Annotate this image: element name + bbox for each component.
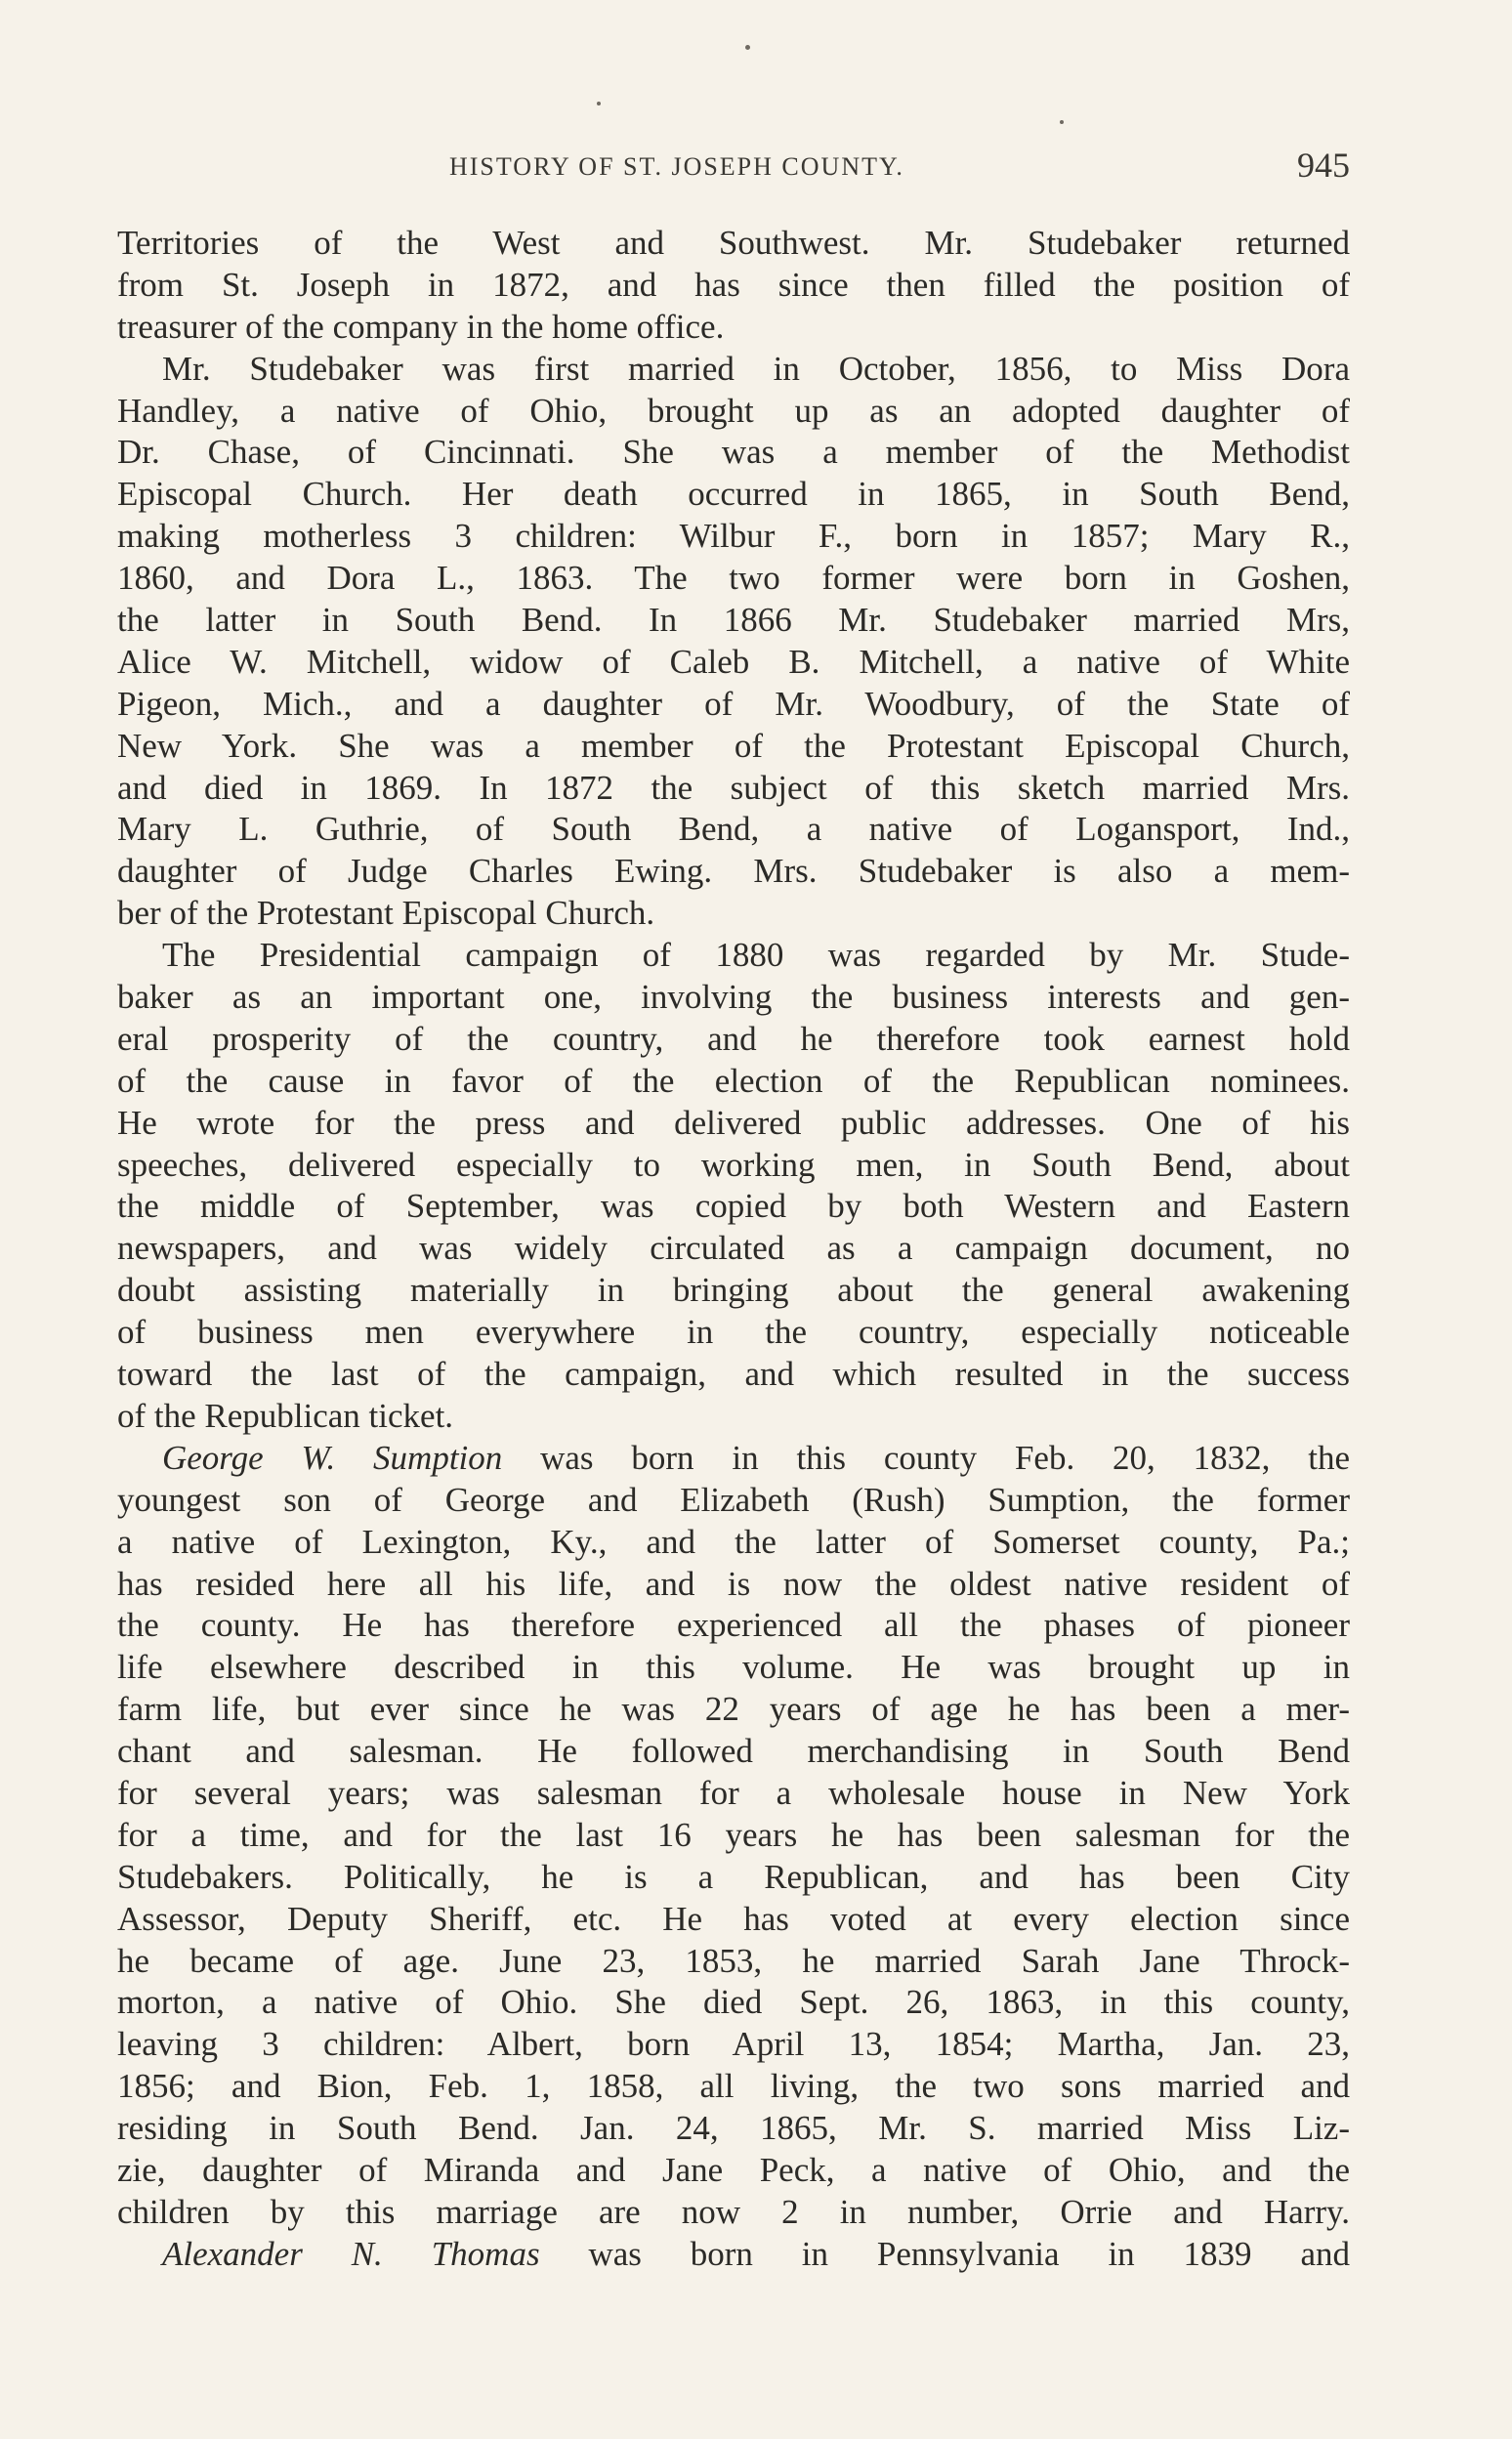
text-line: for a time, and for the last 16 years he has been salesman for the	[117, 1815, 1350, 1854]
text-line: eral prosperity of the country, and he therefore took earnest hold	[117, 1019, 1350, 1058]
text-line: children by this marriage are now 2 in number, Orrie and Harry.	[117, 2192, 1350, 2231]
text-line: treasurer of the company in the home office.	[117, 307, 725, 346]
text-line: Assessor, Deputy Sheriff, etc. He has voted at every election since	[117, 1899, 1350, 1938]
text-line: life elsewhere described in this volume. He was brought up in	[117, 1648, 1350, 1687]
text-line: youngest son of George and Elizabeth (Rush) Sumption, the former	[117, 1480, 1350, 1519]
text-line: morton, a native of Ohio. She died Sept. 26, 1863, in this county,	[117, 1983, 1350, 2022]
text-line: Alexander N. Thomas was born in Pennsylvania in 1839 and	[162, 2234, 1350, 2273]
text-line: of the Republican ticket.	[117, 1396, 454, 1435]
text-line: George W. Sumption was born in this county Feb. 20, 1832, the	[162, 1438, 1350, 1477]
ink-speck	[597, 102, 601, 105]
body-text	[117, 223, 1350, 2276]
text-line: of the cause in favor of the election of the Republican nominees.	[117, 1061, 1350, 1100]
text-line: doubt assisting materially in bringing about the general awakening	[117, 1271, 1350, 1310]
text-line: farm life, but ever since he was 22 years of age he has been a mer-	[117, 1690, 1350, 1729]
text-line: Mary L. Guthrie, of South Bend, a native of Logansport, Ind.,	[117, 810, 1350, 849]
text-line: has resided here all his life, and is now the oldest native resident of	[117, 1564, 1350, 1603]
text-line: Pigeon, Mich., and a daughter of Mr. Woodbury, of the State of	[117, 684, 1350, 723]
text-line: baker as an important one, involving the business interests and gen-	[117, 978, 1350, 1017]
running-title: HISTORY OF ST. JOSEPH COUNTY.	[449, 152, 904, 181]
text-line: making motherless 3 children: Wilbur F., born in 1857; Mary R.,	[117, 517, 1350, 556]
ink-speck	[1060, 120, 1064, 124]
subject-name: Alexander N. Thomas	[162, 2234, 540, 2273]
text-line: Alice W. Mitchell, widow of Caleb B. Mitchell, a native of White	[117, 642, 1350, 681]
text-line: ber of the Protestant Episcopal Church.	[117, 894, 655, 933]
text-line: The Presidential campaign of 1880 was regarded by Mr. Stude-	[162, 936, 1350, 975]
page-number: 945	[1297, 146, 1350, 185]
text-line: Mr. Studebaker was first married in October, 1856, to Miss Dora	[162, 349, 1350, 388]
text-line: Studebakers. Politically, he is a Republican, and has been City	[117, 1857, 1350, 1896]
page-header	[117, 145, 1350, 188]
text-line: newspapers, and was widely circulated as a campaign document, no	[117, 1229, 1350, 1268]
text-line: the latter in South Bend. In 1866 Mr. Studebaker married Mrs,	[117, 601, 1350, 640]
text-line: speeches, delivered especially to working men, in South Bend, about	[117, 1145, 1350, 1184]
text-line: Dr. Chase, of Cincinnati. She was a member of the Methodist	[117, 433, 1350, 472]
text-line: Territories of the West and Southwest. Mr. Studebaker returned	[117, 224, 1350, 262]
text-line: toward the last of the campaign, and which resulted in the success	[117, 1355, 1350, 1394]
text-line: he became of age. June 23, 1853, he married Sarah Jane Throck-	[117, 1941, 1350, 1980]
text-line: 1860, and Dora L., 1863. The two former were born in Goshen,	[117, 559, 1350, 598]
text-line: residing in South Bend. Jan. 24, 1865, Mr. S. married Miss Liz-	[117, 2109, 1350, 2148]
text-line: Episcopal Church. Her death occurred in 1865, in South Bend,	[117, 475, 1350, 514]
text-line: for several years; was salesman for a wholesale house in New York	[117, 1773, 1350, 1812]
text-line: of business men everywhere in the country, especially noticeable	[117, 1313, 1350, 1352]
text-line: 1856; and Bion, Feb. 1, 1858, all living, the two sons married and	[117, 2067, 1350, 2106]
text-line: Handley, a native of Ohio, brought up as an adopted daughter of	[117, 391, 1350, 430]
text-line: New York. She was a member of the Protestant Episcopal Church,	[117, 726, 1350, 765]
text-line: the county. He has therefore experienced all the phases of pioneer	[117, 1606, 1350, 1645]
text-line: a native of Lexington, Ky., and the latter of Somerset county, Pa.;	[117, 1522, 1350, 1561]
text-line: leaving 3 children: Albert, born April 13, 1854; Martha, Jan. 23,	[117, 2025, 1350, 2064]
text-line: daughter of Judge Charles Ewing. Mrs. Studebaker is also a mem-	[117, 852, 1350, 891]
subject-name: George W. Sumption	[162, 1438, 503, 1477]
text-line: from St. Joseph in 1872, and has since then filled the position of	[117, 265, 1350, 304]
text-line: He wrote for the press and delivered public addresses. One of his	[117, 1103, 1350, 1142]
text-line: zie, daughter of Miranda and Jane Peck, a native of Ohio, and the	[117, 2150, 1350, 2189]
text-line: the middle of September, was copied by both Western and Eastern	[117, 1187, 1350, 1226]
text-line: chant and salesman. He followed merchandising in South Bend	[117, 1732, 1350, 1771]
ink-speck	[745, 45, 750, 50]
text-line: and died in 1869. In 1872 the subject of this sketch married Mrs.	[117, 768, 1350, 807]
